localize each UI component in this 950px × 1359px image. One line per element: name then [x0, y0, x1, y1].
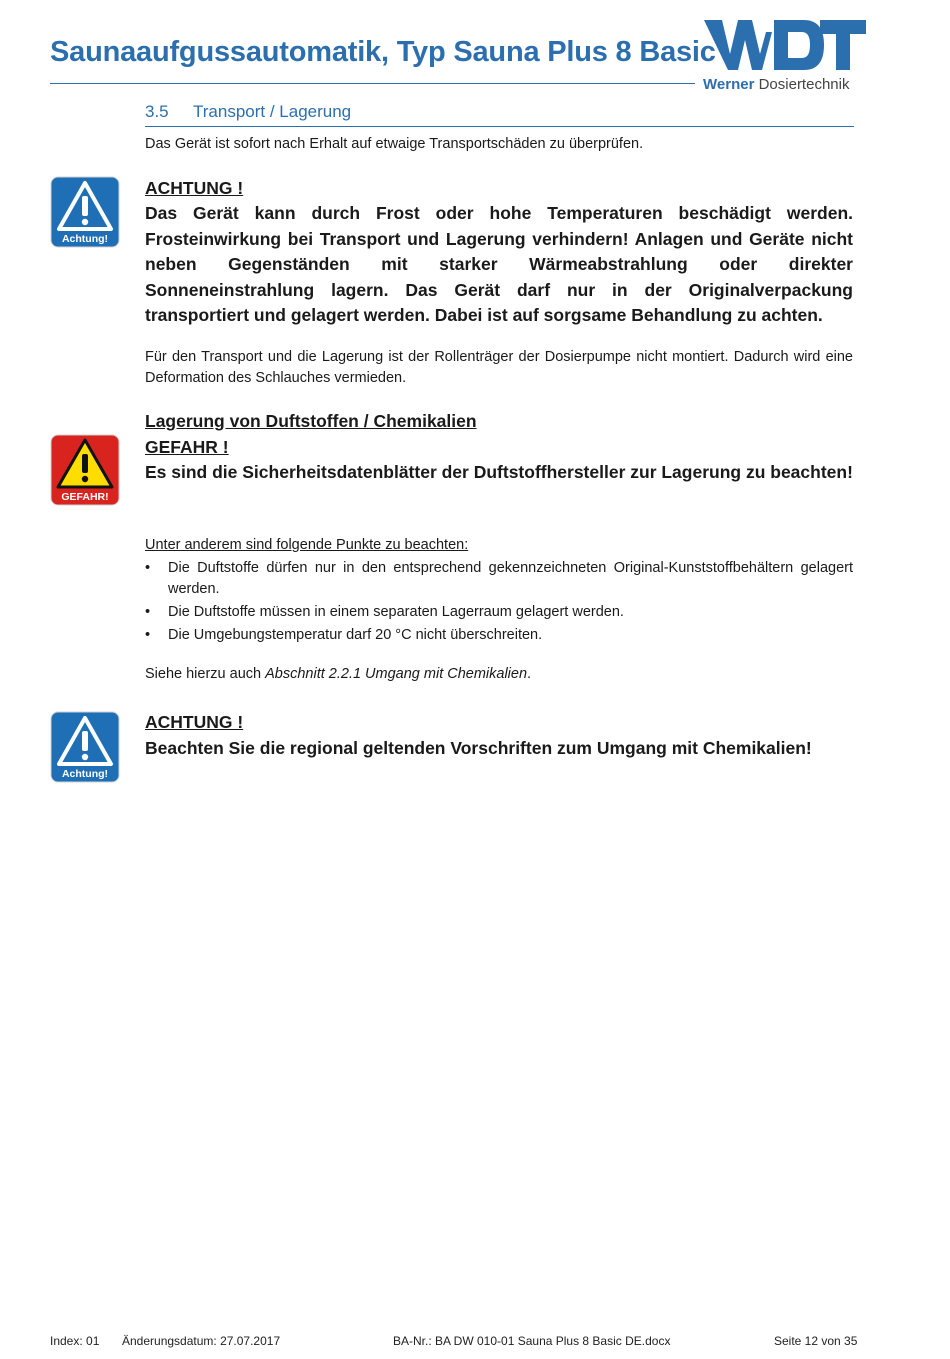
footer-index: Index: 01 [50, 1334, 100, 1348]
see-also-suffix: . [527, 666, 532, 682]
see-also [145, 664, 853, 685]
document-title: Saunaaufgussautomatik, Typ Sauna Plus 8 Basic [50, 36, 716, 68]
warning2-text: Beachten Sie die regional geltenden Vorschriften zum Umgang mit Chemikalien! [145, 738, 812, 758]
bullet: • [145, 627, 151, 643]
danger-icon [50, 434, 120, 506]
logo-sub-bold: Werner [703, 76, 755, 93]
bullet: • [145, 604, 151, 620]
list-item-text: Die Duftstoffe müssen in einem separaten Lagerraum gelagert werden. [168, 604, 624, 620]
points-intro: Unter anderem sind folgende Punkte zu beachten: [145, 537, 469, 553]
list-item-text: Die Umgebungstemperatur darf 20 °C nicht überschreiten. [168, 627, 543, 643]
header-divider [50, 83, 695, 84]
see-also-prefix: Siehe hierzu auch [145, 666, 266, 682]
list-item [145, 558, 853, 600]
bullet: • [145, 560, 151, 576]
warning2-heading: ACHTUNG ! [145, 712, 244, 732]
section-title: Transport / Lagerung [193, 102, 352, 121]
danger-text: Es sind die Sicherheitsdatenblätter der Duftstoffhersteller zur Lagerung zu beachten! [145, 462, 853, 482]
danger-icon-label: GEFAHR! [61, 491, 109, 503]
warning1-heading: ACHTUNG ! [145, 178, 244, 198]
note-paragraph: Für den Transport und die Lagerung ist der Rollenträger der Dosierpumpe nicht montiert. Dadurch wird eine Deformation des Schlauches vermieden. [145, 349, 853, 386]
logo-sub-rest: Dosiertechnik [754, 76, 850, 93]
footer-page-number: Seite 12 von 35 [774, 1334, 858, 1348]
danger-subheading: Lagerung von Duftstoffen / Chemikalien [145, 411, 477, 431]
attention-icon [50, 176, 120, 248]
list-item [145, 602, 853, 623]
footer-date: Änderungsdatum: 27.07.2017 [122, 1334, 281, 1348]
attention-icon [50, 711, 120, 783]
section-number: 3.5 [145, 102, 169, 121]
list-item [145, 625, 853, 646]
see-also-reference: Abschnitt 2.2.1 Umgang mit Chemikalien [265, 666, 528, 682]
list-item-text: Die Duftstoffe dürfen nur in den entsprechend gekennzeichneten Original-Kunststoffbehältern gelagert werden. [168, 560, 853, 597]
attention-icon-label: Achtung! [61, 768, 109, 780]
intro-paragraph: Das Gerät ist sofort nach Erhalt auf etwaige Transportschäden zu überprüfen. [145, 136, 644, 152]
footer-document-number: BA-Nr.: BA DW 010-01 Sauna Plus 8 Basic DE.docx [393, 1334, 671, 1348]
attention-icon-label: Achtung! [61, 233, 109, 245]
danger-heading: GEFAHR ! [145, 437, 229, 457]
warning1-text: Das Gerät kann durch Frost oder hohe Temperaturen beschädigt werden. Frosteinwirkung bei Transport und Lagerung verhindern! Anlagen und Geräte nicht neben Gegenständen mit starker Wärmeabstrahlung oder direkter Sonneneinstrahlung lagern. Das Gerät darf nur in der Originalverpackung transportiert und gelagert werden. Dabei ist auf sorgsame Behandlung zu achten. [145, 203, 853, 325]
section-heading [145, 102, 854, 127]
logo-subtitle [703, 76, 849, 93]
points-list [145, 558, 853, 648]
